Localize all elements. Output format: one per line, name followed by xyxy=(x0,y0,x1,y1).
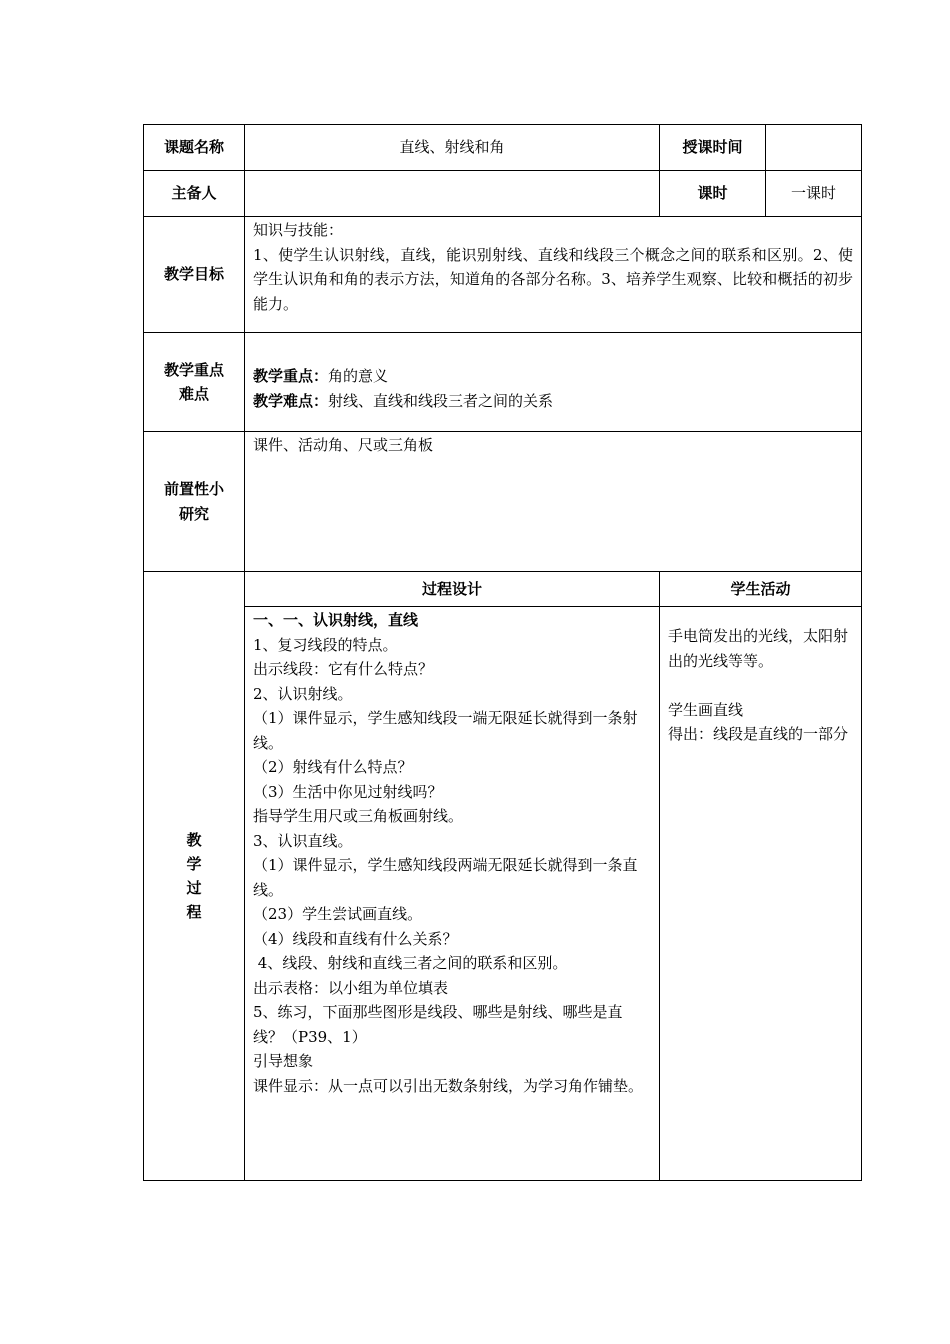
preview-content: 课件、活动角、尺或三角板 xyxy=(253,436,434,454)
design-line: （4）线段和直线有什么关系？ xyxy=(253,929,458,948)
time-label: 授课时间 xyxy=(682,138,743,157)
design-line: 引导想象 xyxy=(253,1052,314,1070)
objectives-text: 1、使学生认识射线，直线，能识别射线、直线和线段三个概念之间的联系和区别。2、使学生认识角和角的表示方法，知道角的各部分名称。3、培养学生观察、比较和概括的初步能力。 xyxy=(253,245,853,313)
design-line: 课件显示：从一点可以引出无数条射线，为学习角作铺垫。 xyxy=(253,1076,644,1095)
hours-value: 一课时 xyxy=(790,184,836,203)
design-line: 指导学生用尺或三角板画射线。 xyxy=(253,807,464,825)
design-line: 5、练习，下面那些图形是线段、哪些是射线、哪些是直线？（P39、1） xyxy=(253,1003,623,1046)
key-points-content xyxy=(245,333,861,431)
hours-label: 课时 xyxy=(697,184,728,203)
activity-line xyxy=(668,673,853,698)
process-label-char: 学 xyxy=(186,855,202,873)
objectives-label: 教学目标 xyxy=(163,265,224,284)
activity-line: 得出：线段是直线的一部分 xyxy=(668,725,849,743)
preview-label-line2: 研究 xyxy=(178,504,209,523)
difficulty-line xyxy=(253,389,853,414)
process-label-char: 过 xyxy=(186,879,202,897)
topic-label: 课题名称 xyxy=(163,138,224,157)
preparer-value xyxy=(245,171,659,216)
design-line: （23）学生尝试画直线。 xyxy=(253,905,423,923)
design-line: 出示表格：以小组为单位填表 xyxy=(253,978,449,997)
activity-line: 学生画直线 xyxy=(668,700,744,719)
key-points-label-line1: 教学重点 xyxy=(163,360,224,379)
design-line: （1）课件显示，学生感知线段一端无限延长就得到一条射线。 xyxy=(253,709,638,752)
design-line: 2、认识射线。 xyxy=(253,684,353,703)
preview-label-line1: 前置性小 xyxy=(163,480,224,498)
table-border-bottom xyxy=(143,1180,862,1181)
design-line: （3）生活中你见过射线吗？ xyxy=(253,782,443,801)
activity-header: 学生活动 xyxy=(730,579,791,598)
design-header: 过程设计 xyxy=(421,579,482,598)
design-line: （2）射线有什么特点？ xyxy=(253,758,413,776)
design-content xyxy=(245,607,659,1180)
lesson-plan-table xyxy=(143,124,862,1181)
activity-line: 手电筒发出的光线，太阳射出的光线等等。 xyxy=(668,627,849,670)
objectives-heading: 知识与技能： xyxy=(253,221,344,239)
table-border-right xyxy=(861,124,862,1181)
difficulty-label: 教学难点： xyxy=(253,391,329,410)
focus-text: 角的意义 xyxy=(328,367,389,385)
process-label-char: 程 xyxy=(186,903,202,921)
process-label xyxy=(144,572,244,1180)
topic-value: 直线、射线和角 xyxy=(399,138,505,157)
key-points-label xyxy=(144,333,244,431)
objectives-content xyxy=(245,217,861,332)
preparer-label: 主备人 xyxy=(171,184,217,203)
design-line: （1）课件显示，学生感知线段两端无限延长就得到一条直线。 xyxy=(253,856,638,899)
activity-content xyxy=(660,607,861,1180)
preview-label xyxy=(144,432,244,571)
design-line: 4、线段、射线和直线三者之间的联系和区别。 xyxy=(253,954,568,972)
design-title: 一、一、认识射线，直线 xyxy=(253,611,419,629)
process-label-char: 教 xyxy=(186,831,202,849)
time-value xyxy=(766,125,861,170)
design-line: 出示线段：它有什么特点？ xyxy=(253,660,434,678)
focus-line xyxy=(253,364,853,389)
design-line: 3、认识直线。 xyxy=(253,831,353,850)
focus-label: 教学重点： xyxy=(253,367,329,385)
design-line: 1、复习线段的特点。 xyxy=(253,635,398,654)
difficulty-text: 射线、直线和线段三者之间的关系 xyxy=(328,391,554,410)
key-points-label-line2: 难点 xyxy=(178,385,209,403)
